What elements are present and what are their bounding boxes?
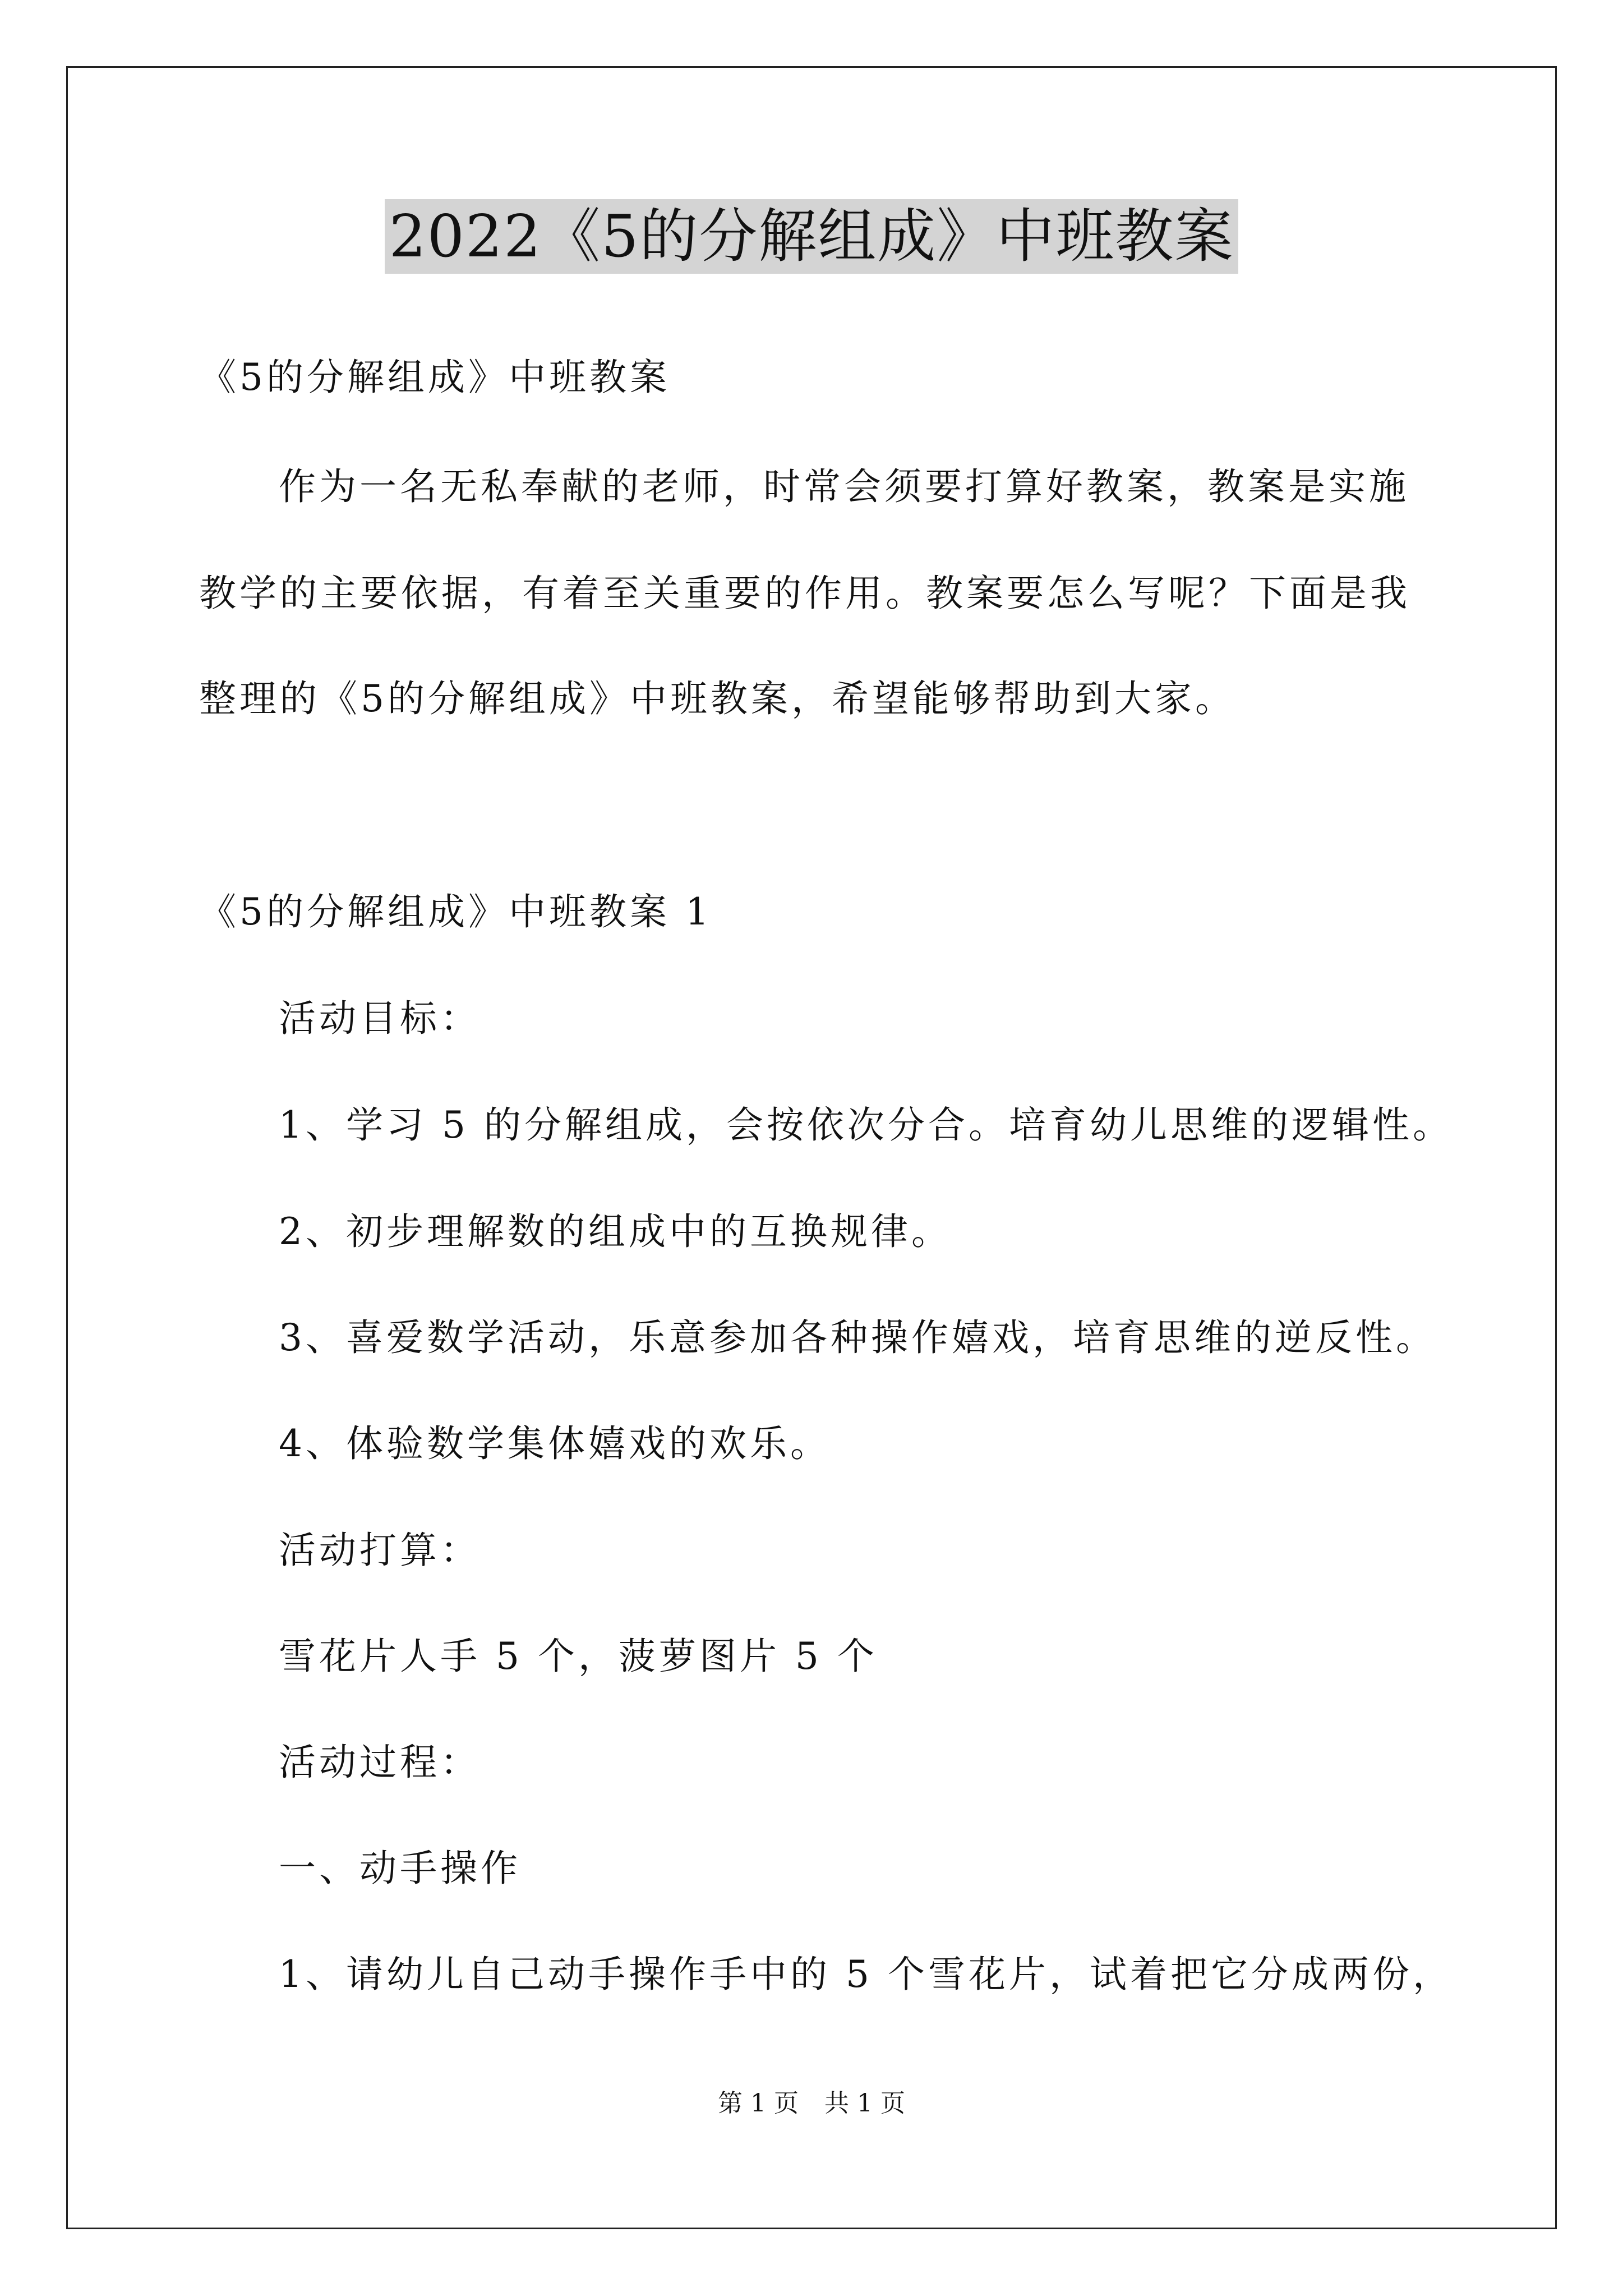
subtitle: 《5的分解组成》中班教案 [199, 356, 670, 399]
body-line-7: 雪花片人手 5 个，菠萝图片 5 个 [279, 1635, 878, 1678]
page-number-total: 共 1 页 [824, 2089, 905, 2118]
body-line-10: 1、请幼儿自己动手操作手中的 5 个雪花片，试着把它分成两份， [279, 1953, 1453, 1996]
body-line-4: 3、喜爱数学活动，乐意参加各种操作嬉戏，培育思维的逆反性。 [279, 1316, 1436, 1359]
body-line-8: 活动过程： [279, 1741, 481, 1784]
document-title: 2022《5的分解组成》中班教案 [385, 199, 1239, 274]
intro-line-2: 教学的主要依据，有着至关重要的作用。教案要怎么写呢？下面是我 [199, 572, 1410, 615]
body-line-2: 1、学习 5 的分解组成，会按依次分合。培育幼儿思维的逻辑性。 [279, 1103, 1453, 1147]
page-footer [0, 2091, 1623, 2116]
intro-line-3: 整理的《5的分解组成》中班教案，希望能够帮助到大家。 [199, 677, 1235, 720]
intro-line-1: 作为一名无私奉献的老师，时常会须要打算好教案，教案是实施 [279, 465, 1409, 508]
document-title-wrapper [0, 199, 1623, 274]
body-line-5: 4、体验数学集体嬉戏的欢乐。 [279, 1422, 831, 1465]
body-line-9: 一、动手操作 [279, 1847, 521, 1890]
page-number-current: 第 1 页 [718, 2089, 799, 2118]
section-heading: 《5的分解组成》中班教案 1 [199, 890, 712, 933]
body-line-1: 活动目标： [279, 997, 481, 1040]
body-line-3: 2、初步理解数的组成中的互换规律。 [279, 1210, 952, 1253]
body-line-6: 活动打算： [279, 1529, 481, 1572]
